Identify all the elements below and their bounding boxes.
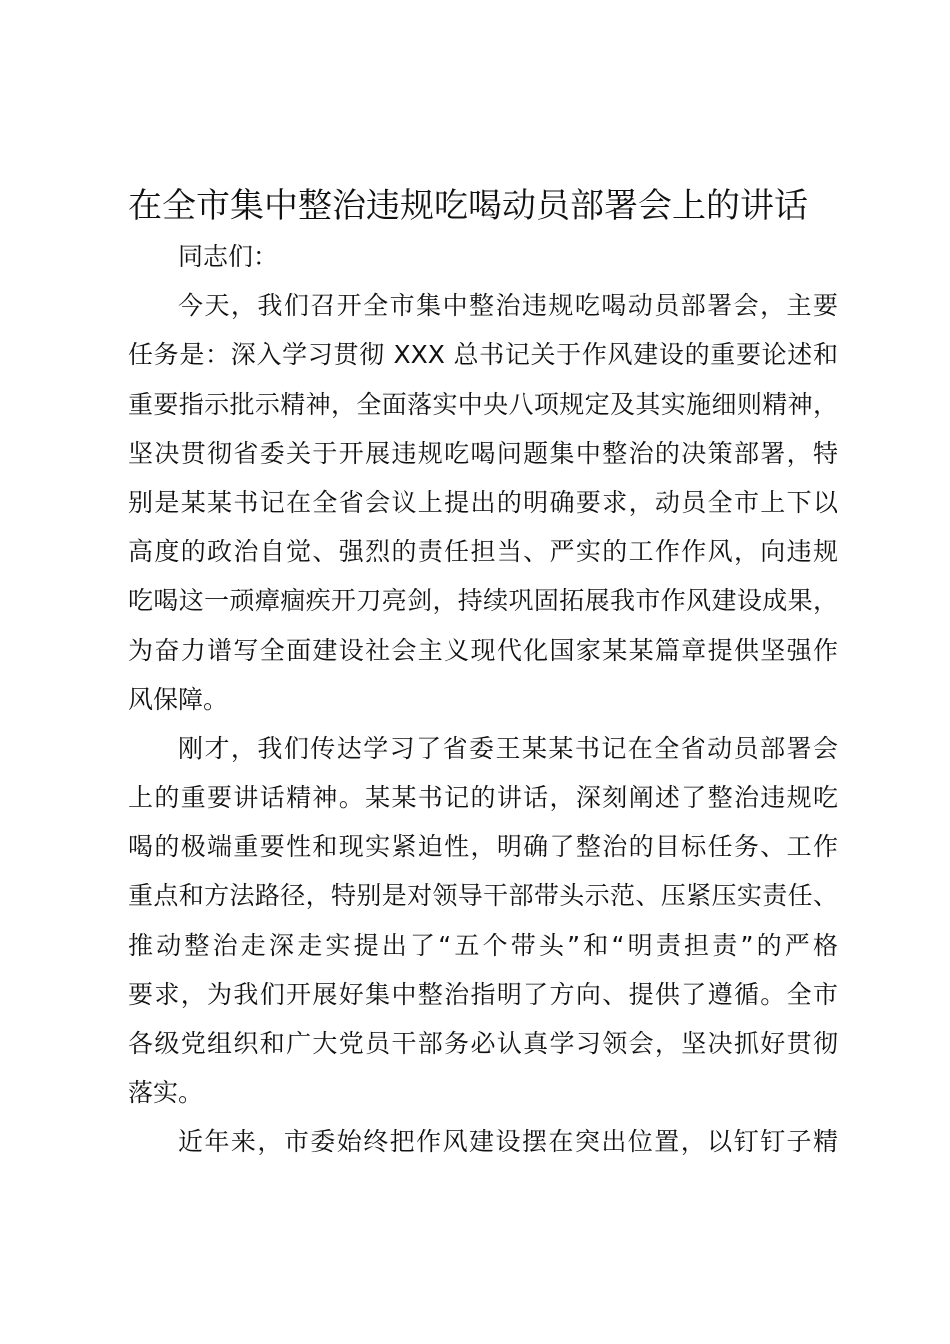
paragraph-line: 推动整治走深走实提出了“五个带头”和“明责担责”的严格 bbox=[128, 930, 838, 960]
paragraph-line: 喝的极端重要性和现实紧迫性，明确了整治的目标任务、工作 bbox=[128, 832, 838, 862]
paragraph-line: 别是某某书记在全省会议上提出的明确要求，动员全市上下以 bbox=[128, 487, 838, 517]
paragraph-line: 今天，我们召开全市集中整治违规吃喝动员部署会，主要 bbox=[178, 291, 838, 321]
paragraph-line: 吃喝这一顽瘴痼疾开刀亮剑，持续巩固拓展我市作风建设成果， bbox=[128, 586, 838, 616]
document-body bbox=[128, 232, 838, 1167]
paragraph-line: 要求，为我们开展好集中整治指明了方向、提供了遵循。全市 bbox=[128, 979, 838, 1009]
paragraph-line: 近年来，市委始终把作风建设摆在突出位置，以钉钉子精 bbox=[178, 1127, 838, 1157]
paragraph-line: 任务是：深入学习贯彻 XXX 总书记关于作风建设的重要论述和 bbox=[128, 340, 838, 370]
paragraph-line: 上的重要讲话精神。某某书记的讲话，深刻阐述了整治违规吃 bbox=[128, 783, 838, 813]
paragraph-line: 高度的政治自觉、强烈的责任担当、严实的工作作风，向违规 bbox=[128, 537, 838, 567]
paragraph-line: 风保障。 bbox=[128, 684, 229, 714]
paragraph-line: 重点和方法路径，特别是对领导干部带头示范、压紧压实责任、 bbox=[128, 881, 838, 911]
paragraph-line: 重要指示批示精神，全面落实中央八项规定及其实施细则精神， bbox=[128, 389, 838, 419]
paragraph-line: 坚决贯彻省委关于开展违规吃喝问题集中整治的决策部署，特 bbox=[128, 438, 838, 468]
paragraph-line: 各级党组织和广大党员干部务必认真学习领会，坚决抓好贯彻 bbox=[128, 1029, 838, 1058]
paragraph-line: 落实。 bbox=[128, 1078, 204, 1108]
document-title: 在全市集中整治违规吃喝动员部署会上的讲话 bbox=[128, 186, 808, 226]
paragraph-line: 刚才，我们传达学习了省委王某某书记在全省动员部署会 bbox=[178, 733, 838, 763]
salutation-line: 同志们： bbox=[178, 242, 279, 271]
paragraph-line: 为奋力谱写全面建设社会主义现代化国家某某篇章提供坚强作 bbox=[128, 635, 838, 665]
